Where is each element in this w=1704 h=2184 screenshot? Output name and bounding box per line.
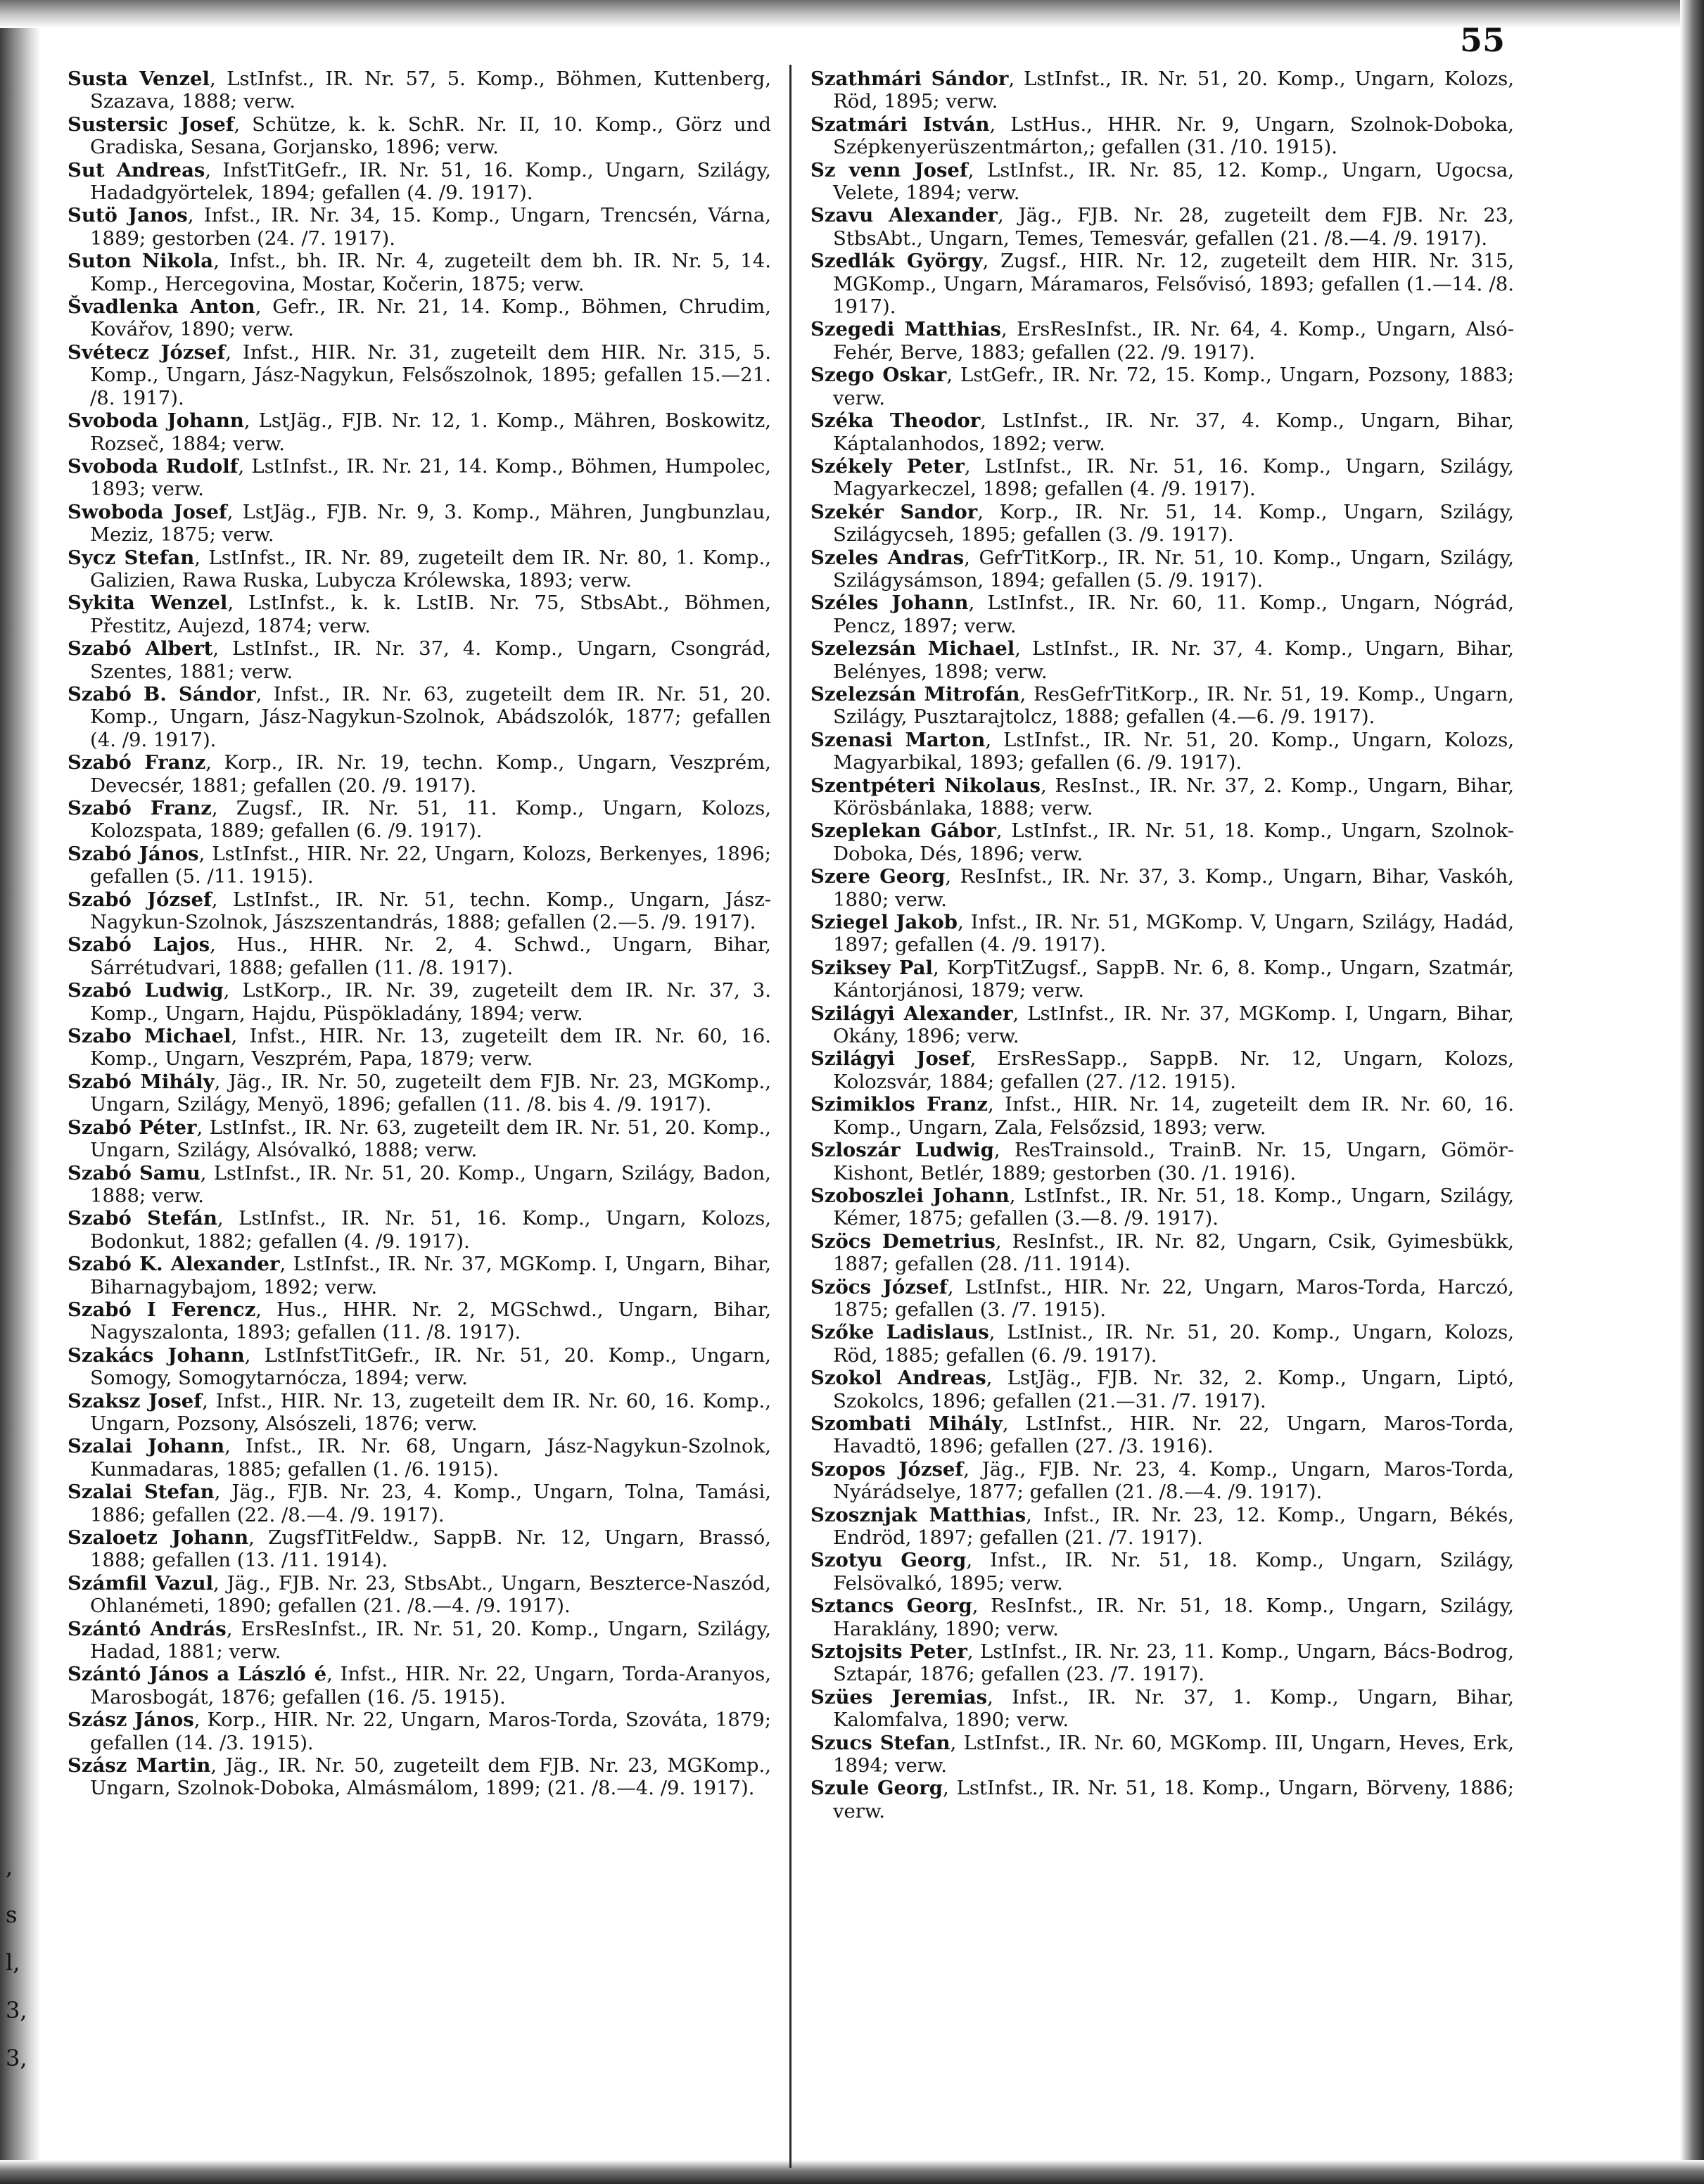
casualty-entry xyxy=(810,501,1514,547)
left-column xyxy=(68,68,771,1800)
entry-name: Svétecz József xyxy=(68,340,226,364)
entry-details: , LstInfst., IR. Nr. 51, 16. Komp., Ungarn, Szilágy, Magyarkeczel, 1898; gefallen (4. /9. 1917). xyxy=(833,454,1514,501)
entry-details: , LstGefr., IR. Nr. 72, 15. Komp., Ungarn, Pozsony, 1883; verw. xyxy=(833,364,1514,409)
entry-name: Szombati Mihály xyxy=(810,1412,1003,1435)
casualty-entry xyxy=(810,637,1514,683)
entry-details: , LstInfstTitGefr., IR. Nr. 51, 20. Komp., Ungarn, Somogy, Somogytarnócza, 1894; verw. xyxy=(90,1343,771,1390)
casualty-entry xyxy=(810,865,1514,911)
casualty-entry xyxy=(810,1276,1514,1322)
entry-name: Sziegel Jakob xyxy=(810,911,958,934)
entry-name: Szilágyi Alexander xyxy=(810,1002,1013,1025)
casualty-entry xyxy=(68,1618,771,1663)
entry-name: Swoboda Josef xyxy=(68,500,227,523)
casualty-entry xyxy=(810,1686,1514,1732)
scan-edge-bottom xyxy=(0,2160,1704,2184)
entry-name: Székely Peter xyxy=(810,454,965,478)
entry-name: Szilágyi Josef xyxy=(810,1047,970,1071)
entry-name: Sustersic Josef xyxy=(68,113,234,136)
entry-details: , LstInfst., IR. Nr. 37, MGKomp. I, Ungarn, Bihar, Okány, 1896; verw. xyxy=(833,1002,1514,1048)
casualty-entry xyxy=(68,979,771,1025)
entry-details: , LstInfst., HIR. Nr. 22, Ungarn, Maros-Torda, Harczó, 1875; gefallen (3. /7. 1915). xyxy=(833,1275,1514,1321)
entry-name: Szelezsán Michael xyxy=(810,637,1015,660)
entry-name: Svoboda Rudolf xyxy=(68,454,239,478)
entry-details: , Infst., HIR. Nr. 31, zugeteilt dem HIR. Nr. 315, 5. Komp., Ungarn, Jász-Nagykun, Felsőszolnok, 1895; gefallen 15.—21. /8. 1917). xyxy=(90,340,772,409)
entry-details: , Jäg., FJB. Nr. 28, zugeteilt dem FJB. Nr. 23, StbsAbt., Ungarn, Temes, Temesvár, gefallen (21. /8.—4. /9. 1917). xyxy=(833,204,1514,250)
casualty-entry xyxy=(68,547,771,592)
entry-name: Szabó I Ferencz xyxy=(68,1298,256,1321)
entry-details: , ResInfst., IR. Nr. 37, 3. Komp., Ungarn, Bihar, Vaskóh, 1880; verw. xyxy=(833,865,1514,911)
casualty-entry xyxy=(68,1207,771,1253)
entry-details: , Hus., HHR. Nr. 2, MGSchwd., Ungarn, Bihar, Nagyszalonta, 1893; gefallen (11. /8. 1917). xyxy=(90,1298,771,1344)
entry-name: Szabó B. Sándor xyxy=(68,682,256,705)
entry-details: , Infst., IR. Nr. 51, 18. Komp., Ungarn, Szilágy, Felsövalkó, 1895; verw. xyxy=(833,1549,1515,1595)
entry-name: Szabó Samu xyxy=(68,1161,201,1184)
entry-name: Számfil Vazul xyxy=(68,1571,214,1595)
entry-name: Szőke Ladislaus xyxy=(810,1321,989,1344)
entry-name: Szloszár Ludwig xyxy=(810,1139,994,1162)
casualty-entry xyxy=(68,250,771,295)
entry-details: , Zugsf., IR. Nr. 51, 11. Komp., Ungarn, Kolozs, Kolozspata, 1889; gefallen (6. /9. 1917). xyxy=(90,797,771,843)
entry-details: , Jäg., FJB. Nr. 23, 4. Komp., Ungarn, Maros-Torda, Nyárádselye, 1877; gefallen (21. /8.—4. /9. 1917). xyxy=(833,1457,1514,1504)
casualty-entry xyxy=(68,933,771,979)
entry-details: , Jäg., IR. Nr. 50, zugeteilt dem FJB. Nr. 23, MGKomp., Ungarn, Szolnok-Doboka, Almásmálom, 1899; (21. /8.—4. /9. 1917). xyxy=(90,1754,771,1800)
casualty-entry xyxy=(810,1002,1514,1048)
casualty-entry xyxy=(810,1047,1514,1093)
entry-details: , Gefr., IR. Nr. 21, 14. Komp., Böhmen, Chrudim, Kovářov, 1890; verw. xyxy=(90,295,772,341)
entry-name: Szentpéteri Nikolaus xyxy=(810,774,1041,797)
entry-details: , Jäg., FJB. Nr. 23, StbsAbt., Ungarn, Beszterce-Naszód, Ohlanémeti, 1890; gefallen (21. /8.—4. /9. 1917). xyxy=(90,1571,771,1618)
entry-name: Szabó Lajos xyxy=(68,933,210,957)
entry-details: , Infst., IR. Nr. 37, 1. Komp., Ungarn, Bihar, Kalomfalva, 1890; verw. xyxy=(833,1685,1514,1732)
casualty-entry xyxy=(810,1732,1514,1777)
casualty-entry xyxy=(68,843,771,888)
casualty-entry xyxy=(810,592,1514,637)
casualty-entry xyxy=(68,1025,771,1071)
casualty-entry xyxy=(810,409,1514,455)
entry-name: Szalai Stefan xyxy=(68,1481,215,1504)
entry-name: Szule Georg xyxy=(810,1777,943,1800)
margin-marks xyxy=(6,1843,27,2082)
entry-details: , LstInfst., IR. Nr. 51, 18. Komp., Ungarn, Szolnok-Doboka, Dés, 1896; verw. xyxy=(833,819,1514,865)
entry-name: Švadlenka Anton xyxy=(68,295,255,319)
entry-name: Szabó K. Alexander xyxy=(68,1253,280,1276)
entry-details: , Infst., IR. Nr. 51, MGKomp. V, Ungarn, Szilágy, Hadád, 1897; gefallen (4. /9. 1917). xyxy=(833,911,1514,957)
casualty-entry xyxy=(810,1412,1514,1458)
casualty-entry xyxy=(810,68,1514,113)
entry-details: , ErsResSapp., SappB. Nr. 12, Ungarn, Kolozs, Kolozsvár, 1884; gefallen (27. /12. 1915). xyxy=(833,1047,1514,1093)
right-column xyxy=(810,68,1514,1822)
casualty-entry xyxy=(68,1435,771,1481)
entry-name: Szántó András xyxy=(68,1617,227,1640)
entry-name: Szekér Sandor xyxy=(810,500,978,523)
entry-details: , LstInfst., IR. Nr. 37, 4. Komp., Ungarn, Csongrád, Szentes, 1881; verw. xyxy=(90,637,771,683)
entry-details: , LstInist., IR. Nr. 51, 20. Komp., Ungarn, Kolozs, Röd, 1885; gefallen (6. /9. 1917). xyxy=(833,1321,1515,1367)
entry-name: Szenasi Marton xyxy=(810,728,986,751)
entry-details: , LstInfst., IR. Nr. 37, 4. Komp., Ungarn, Bihar, Belényes, 1898; verw. xyxy=(833,637,1514,683)
casualty-entry xyxy=(810,957,1514,1002)
margin-mark: , xyxy=(6,1853,13,1880)
entry-details: , LstInfst., IR. Nr. 51, 16. Komp., Ungarn, Kolozs, Bodonkut, 1882; gefallen (4. /9. 1917). xyxy=(90,1207,771,1253)
casualty-entry xyxy=(68,797,771,843)
entry-details: , LstInfst., HIR. Nr. 22, Ungarn, Kolozs, Berkenyes, 1896; gefallen (5. /11. 1915). xyxy=(90,842,772,888)
entry-details: , Jäg., IR. Nr. 50, zugeteilt dem FJB. Nr. 23, MGKomp., Ungarn, Szilágy, Menyö, 1896; gefallen (11. /8. bis 4. /9. 1917). xyxy=(90,1070,771,1116)
entry-details: , LstInfst., IR. Nr. 37, 4. Komp., Ungarn, Bihar, Káptalanhodos, 1892; verw. xyxy=(833,409,1514,455)
casualty-entry xyxy=(810,1184,1514,1230)
casualty-entry xyxy=(810,318,1514,364)
entry-name: Szavu Alexander xyxy=(810,204,998,227)
entry-name: Szakács Johann xyxy=(68,1343,245,1367)
casualty-entry xyxy=(810,729,1514,774)
casualty-entry xyxy=(68,1709,771,1754)
casualty-entry xyxy=(68,637,771,683)
entry-details: , LstJäg., FJB. Nr. 12, 1. Komp., Mähren, Boskowitz, Rozseč, 1884; verw. xyxy=(90,409,771,455)
entry-details: , InfstTitGefr., IR. Nr. 51, 16. Komp., Ungarn, Szilágy, Hadadgyörtelek, 1894; gefallen (4. /9. 1917). xyxy=(90,158,771,205)
entry-details: , LstInfst., IR. Nr. 57, 5. Komp., Böhmen, Kuttenberg, Szazava, 1888; verw. xyxy=(90,68,771,113)
entry-name: Szász Martin xyxy=(68,1754,211,1777)
entry-name: Sziksey Pal xyxy=(810,956,933,979)
casualty-entry xyxy=(68,1344,771,1390)
casualty-entry xyxy=(810,204,1514,250)
casualty-entry xyxy=(810,113,1514,159)
entry-name: Szedlák György xyxy=(810,250,983,273)
entry-details: , LstInfst., IR. Nr. 51, 20. Komp., Ungarn, Szilágy, Badon, 1888; verw. xyxy=(90,1161,771,1207)
entry-details: , ResInst., IR. Nr. 37, 2. Komp., Ungarn, Bihar, Körösbánlaka, 1888; verw. xyxy=(833,774,1514,819)
entry-name: Szopos József xyxy=(810,1457,964,1481)
entry-name: Sycz Stefan xyxy=(68,546,195,569)
entry-name: Szosznjak Matthias xyxy=(810,1503,1026,1526)
entry-name: Sut Andreas xyxy=(68,158,205,181)
entry-details: , Infst., IR. Nr. 68, Ungarn, Jász-Nagykun-Szolnok, Kunmadaras, 1885; gefallen (1. /6. 1915). xyxy=(90,1435,771,1481)
entry-details: , ResGefrTitKorp., IR. Nr. 51, 19. Komp., Ungarn, Szilágy, Pusztarajtolcz, 1888; gefallen (4.—6. /9. 1917). xyxy=(833,682,1515,729)
entry-details: , Infst., IR. Nr. 34, 15. Komp., Ungarn, Trencsén, Várna, 1889; gestorben (24. /7. 1917). xyxy=(90,204,771,250)
casualty-entry xyxy=(68,341,771,409)
entry-name: Szabó Péter xyxy=(68,1116,197,1139)
entry-details: , ResInfst., IR. Nr. 51, 18. Komp., Ungarn, Szilágy, Haraklány, 1890; verw. xyxy=(833,1595,1514,1640)
casualty-entry xyxy=(68,592,771,637)
margin-mark: 3, xyxy=(6,1997,27,2024)
entry-details: , Infst., HIR. Nr. 13, zugeteilt dem IR. Nr. 60, 16. Komp., Ungarn, Veszprém, Papa, 1879; verw. xyxy=(90,1025,772,1071)
entry-details: , LstInfst., IR. Nr. 51, 20. Komp., Ungarn, Kolozs, Röd, 1895; verw. xyxy=(833,68,1514,113)
entry-details: , Korp., IR. Nr. 19, techn. Komp., Ungarn, Veszprém, Devecsér, 1881; gefallen (20. /9. 1917). xyxy=(90,751,771,797)
entry-details: , ResInfst., IR. Nr. 82, Ungarn, Csik, Gyimesbükk, 1887; gefallen (28. /11. 1914). xyxy=(833,1230,1514,1276)
entry-details: , Infst., IR. Nr. 23, 12. Komp., Ungarn, Békés, Endröd, 1897; gefallen (21. /7. 1917). xyxy=(833,1503,1514,1549)
casualty-entry xyxy=(68,295,771,341)
entry-name: Sztancs Georg xyxy=(810,1595,972,1618)
casualty-entry xyxy=(810,911,1514,957)
entry-name: Szeplekan Gábor xyxy=(810,819,996,843)
casualty-entry xyxy=(68,501,771,547)
margin-mark: s xyxy=(6,1901,18,1928)
entry-details: , LstInfst., IR. Nr. 51, 18. Komp., Ungarn, Börveny, 1886; verw. xyxy=(833,1777,1514,1822)
entry-details: , Infst., IR. Nr. 63, zugeteilt dem IR. Nr. 51, 20. Komp., Ungarn, Jász-Nagykun-Szolnok, Abádszolók, 1877; gefallen (4. /9. 1917). xyxy=(90,682,772,751)
casualty-entry xyxy=(810,1777,1514,1822)
entry-name: Szotyu Georg xyxy=(810,1549,967,1572)
entry-name: Szabó Albert xyxy=(68,637,213,660)
casualty-entry xyxy=(810,364,1514,409)
casualty-entry xyxy=(68,113,771,159)
entry-name: Szelezsán Mitrofán xyxy=(810,682,1020,705)
entry-details: , LstInfst., IR. Nr. 51, 18. Komp., Ungarn, Szilágy, Kémer, 1875; gefallen (3.—8. /9. 1917). xyxy=(833,1184,1514,1230)
entry-details: , LstJäg., FJB. Nr. 9, 3. Komp., Mähren, Jungbunzlau, Meziz, 1875; verw. xyxy=(90,500,771,547)
page-number: 55 xyxy=(1460,21,1506,59)
entry-details: , Schütze, k. k. SchR. Nr. II, 10. Komp., Görz und Gradiska, Sesana, Gorjansko, 1896; verw. xyxy=(90,113,771,159)
entry-details: , GefrTitKorp., IR. Nr. 51, 10. Komp., Ungarn, Szilágy, Szilágysámson, 1894; gefallen (5. /9. 1917). xyxy=(833,546,1514,592)
entry-details: , Jäg., FJB. Nr. 23, 4. Komp., Ungarn, Tolna, Tamási, 1886; gefallen (22. /8.—4. /9. 1917). xyxy=(90,1481,771,1526)
entry-details: , LstInfst., IR. Nr. 21, 14. Komp., Böhmen, Humpolec, 1893; verw. xyxy=(90,454,771,501)
entry-details: , LstInfst., IR. Nr. 60, 11. Komp., Ungarn, Nógrád, Pencz, 1897; verw. xyxy=(833,592,1514,637)
entry-details: , Infst., bh. IR. Nr. 4, zugeteilt dem bh. IR. Nr. 5, 14. Komp., Hercegovina, Mostar, Kočerin, 1875; verw. xyxy=(90,250,771,295)
entry-name: Sztojsits Peter xyxy=(810,1640,967,1663)
entry-name: Suton Nikola xyxy=(68,250,214,273)
margin-mark: 3, xyxy=(6,2045,27,2071)
entry-name: Szeles Andras xyxy=(810,546,965,569)
casualty-entry xyxy=(810,1595,1514,1640)
entry-name: Szabó Mihály xyxy=(68,1070,215,1093)
casualty-entry xyxy=(810,1230,1514,1276)
entry-details: , LstInfst., IR. Nr. 51, techn. Komp., Ungarn, Jász-Nagykun-Szolnok, Jászszentandrás, 1888; gefallen (2.—5. /9. 1917). xyxy=(90,888,772,934)
margin-mark: l, xyxy=(6,1949,20,1976)
entry-details: , Korp., HIR. Nr. 22, Ungarn, Maros-Torda, Szováta, 1879; gefallen (14. /3. 1915). xyxy=(90,1709,771,1754)
entry-name: Szöcs Demetrius xyxy=(810,1230,996,1253)
entry-name: Szoboszlei Johann xyxy=(810,1184,1010,1207)
casualty-entry xyxy=(810,1504,1514,1550)
casualty-entry xyxy=(68,1754,771,1800)
entry-details: , KorpTitZugsf., SappB. Nr. 6, 8. Komp., Ungarn, Szatmár, Kántorjánosi, 1879; verw. xyxy=(833,956,1515,1002)
entry-name: Szántó János a László é xyxy=(68,1663,327,1686)
casualty-entry xyxy=(68,409,771,455)
casualty-entry xyxy=(68,68,771,113)
casualty-entry xyxy=(810,1139,1514,1184)
casualty-entry xyxy=(68,1298,771,1344)
casualty-entry xyxy=(68,1162,771,1208)
entry-details: , ResTrainsold., TrainB. Nr. 15, Ungarn, Gömör-Kishont, Betlér, 1889; gestorben (30. /1. 1916). xyxy=(833,1139,1515,1184)
casualty-entry xyxy=(810,455,1514,501)
casualty-entry xyxy=(810,1321,1514,1367)
entry-details: , Infst., HIR. Nr. 22, Ungarn, Torda-Aranyos, Marosbogát, 1876; gefallen (16. /5. 1915). xyxy=(90,1663,771,1709)
entry-name: Szabó József xyxy=(68,888,212,911)
entry-name: Szabó János xyxy=(68,842,199,865)
entry-name: Szathmári Sándor xyxy=(810,68,1009,90)
casualty-entry xyxy=(810,250,1514,318)
entry-details: , Infst., HIR. Nr. 13, zugeteilt dem IR. Nr. 60, 16. Komp., Ungarn, Pozsony, Alsószeli, 1876; verw. xyxy=(90,1389,772,1435)
casualty-entry xyxy=(68,683,771,751)
entry-name: Sykita Wenzel xyxy=(68,592,228,615)
entry-name: Széles Johann xyxy=(810,592,969,615)
entry-name: Szabó Stefán xyxy=(68,1207,217,1230)
entry-details: , LstKorp., IR. Nr. 39, zugeteilt dem IR. Nr. 37, 3. Komp., Ungarn, Hajdu, Püspökladány, 1894; verw. xyxy=(90,979,771,1025)
entry-name: Szaksz Josef xyxy=(68,1389,203,1412)
casualty-entry xyxy=(68,1253,771,1298)
entry-details: , LstInfst., IR. Nr. 51, 20. Komp., Ungarn, Kolozs, Magyarbikal, 1893; gefallen (6. /9. 1917). xyxy=(833,728,1514,774)
entry-name: Szegedi Matthias xyxy=(810,318,1001,341)
casualty-entry xyxy=(810,1367,1514,1412)
entry-details: , LstInfst., IR. Nr. 23, 11. Komp., Ungarn, Bács-Bodrog, Sztapár, 1876; gefallen (23. /7. 1917). xyxy=(833,1640,1514,1686)
casualty-entry xyxy=(810,1549,1514,1595)
entry-name: Szabó Ludwig xyxy=(68,979,224,1002)
casualty-entry xyxy=(810,159,1514,205)
entry-details: , LstInfst., IR. Nr. 89, zugeteilt dem IR. Nr. 80, 1. Komp., Galizien, Rawa Ruska, Lubycza Królewska, 1893; verw. xyxy=(90,546,771,592)
entry-name: Szües Jeremias xyxy=(810,1685,988,1709)
entry-name: Szabó Franz xyxy=(68,797,212,819)
entry-name: Svoboda Johann xyxy=(68,409,244,433)
entry-details: , ErsResInfst., IR. Nr. 64, 4. Komp., Ungarn, Alsó-Fehér, Berve, 1883; gefallen (22. /9. 1917). xyxy=(833,318,1514,364)
entry-details: , Zugsf., HIR. Nr. 12, zugeteilt dem HIR. Nr. 315, MGKomp., Ungarn, Máramaros, Felsővisó, 1893; gefallen (1.—14. /8. 1917). xyxy=(833,250,1514,319)
casualty-entry xyxy=(810,547,1514,592)
entry-name: Szász János xyxy=(68,1709,194,1732)
casualty-entry xyxy=(68,888,771,934)
entry-name: Szabo Michael xyxy=(68,1025,231,1048)
casualty-entry xyxy=(810,774,1514,820)
casualty-entry xyxy=(68,1663,771,1709)
entry-name: Széka Theodor xyxy=(810,409,981,433)
entry-details: , LstInfst., IR. Nr. 63, zugeteilt dem IR. Nr. 51, 20. Komp., Ungarn, Szilágy, Alsóvalkó, 1888; verw. xyxy=(90,1116,771,1162)
casualty-entry xyxy=(68,1116,771,1162)
casualty-entry xyxy=(810,1093,1514,1139)
casualty-entry xyxy=(810,1458,1514,1504)
entry-details: , LstJäg., FJB. Nr. 32, 2. Komp., Ungarn, Liptó, Szokolcs, 1896; gefallen (21.—31. /7. 1917). xyxy=(833,1367,1514,1412)
entry-name: Susta Venzel xyxy=(68,68,210,90)
entry-details: , LstHus., HHR. Nr. 9, Ungarn, Szolnok-Doboka, Szépkenyerüszentmárton,; gefallen (31. /10. 1915). xyxy=(833,113,1515,159)
entry-details: , Korp., IR. Nr. 51, 14. Komp., Ungarn, Szilágy, Szilágycseh, 1895; gefallen (3. /9. 1917). xyxy=(833,500,1514,547)
entry-name: Szöcs József xyxy=(810,1275,948,1298)
entry-details: , ErsResInfst., IR. Nr. 51, 20. Komp., Ungarn, Szilágy, Hadad, 1881; verw. xyxy=(90,1617,771,1663)
entry-name: Szimiklos Franz xyxy=(810,1093,988,1116)
entry-name: Sutö Janos xyxy=(68,204,188,227)
scan-edge-top xyxy=(0,0,1704,28)
entry-name: Szokol Andreas xyxy=(810,1367,986,1390)
casualty-entry xyxy=(68,1481,771,1526)
entry-name: Szere Georg xyxy=(810,865,946,888)
scan-edge-right xyxy=(1680,0,1704,2184)
casualty-entry xyxy=(68,1572,771,1618)
entry-details: , ZugsfTitFeldw., SappB. Nr. 12, Ungarn, Brassó, 1888; gefallen (13. /11. 1914). xyxy=(90,1526,771,1572)
casualty-entry xyxy=(810,819,1514,865)
casualty-entry xyxy=(68,455,771,501)
casualty-entry xyxy=(68,1071,771,1116)
casualty-entry xyxy=(68,204,771,250)
entry-name: Szatmári István xyxy=(810,113,990,136)
entry-details: , LstInfst., IR. Nr. 60, MGKomp. III, Ungarn, Heves, Erk, 1894; verw. xyxy=(833,1731,1514,1777)
entry-name: Szabó Franz xyxy=(68,751,206,774)
entry-name: Szucs Stefan xyxy=(810,1731,950,1754)
casualty-entry xyxy=(68,159,771,205)
entry-name: Sz venn Josef xyxy=(810,158,968,181)
casualty-entry xyxy=(68,1526,771,1572)
entry-name: Szaloetz Johann xyxy=(68,1526,249,1549)
casualty-entry xyxy=(68,1390,771,1436)
casualty-entry xyxy=(810,683,1514,729)
entry-details: , Hus., HHR. Nr. 2, 4. Schwd., Ungarn, Bihar, Sárrétudvari, 1888; gefallen (11. /8. 1917). xyxy=(90,933,771,979)
entry-name: Szalai Johann xyxy=(68,1435,225,1458)
casualty-entry xyxy=(68,751,771,797)
entry-details: , LstInfst., HIR. Nr. 22, Ungarn, Maros-Torda, Havadtö, 1896; gefallen (27. /3. 1916). xyxy=(833,1412,1514,1458)
entry-details: , LstInfst., IR. Nr. 85, 12. Komp., Ungarn, Ugocsa, Velete, 1894; verw. xyxy=(833,158,1515,205)
entry-details: , LstInfst., k. k. LstIB. Nr. 75, StbsAbt., Böhmen, Přestitz, Aujezd, 1874; verw. xyxy=(90,592,771,637)
casualty-entry xyxy=(810,1640,1514,1686)
entry-name: Szego Oskar xyxy=(810,364,947,387)
entry-details: , LstInfst., IR. Nr. 37, MGKomp. I, Ungarn, Bihar, Biharnagybajom, 1892; verw. xyxy=(90,1253,771,1298)
entry-details: , Infst., HIR. Nr. 14, zugeteilt dem IR. Nr. 60, 16. Komp., Ungarn, Zala, Felsőzsid, 1893; verw. xyxy=(833,1093,1515,1139)
column-divider xyxy=(789,65,791,2168)
